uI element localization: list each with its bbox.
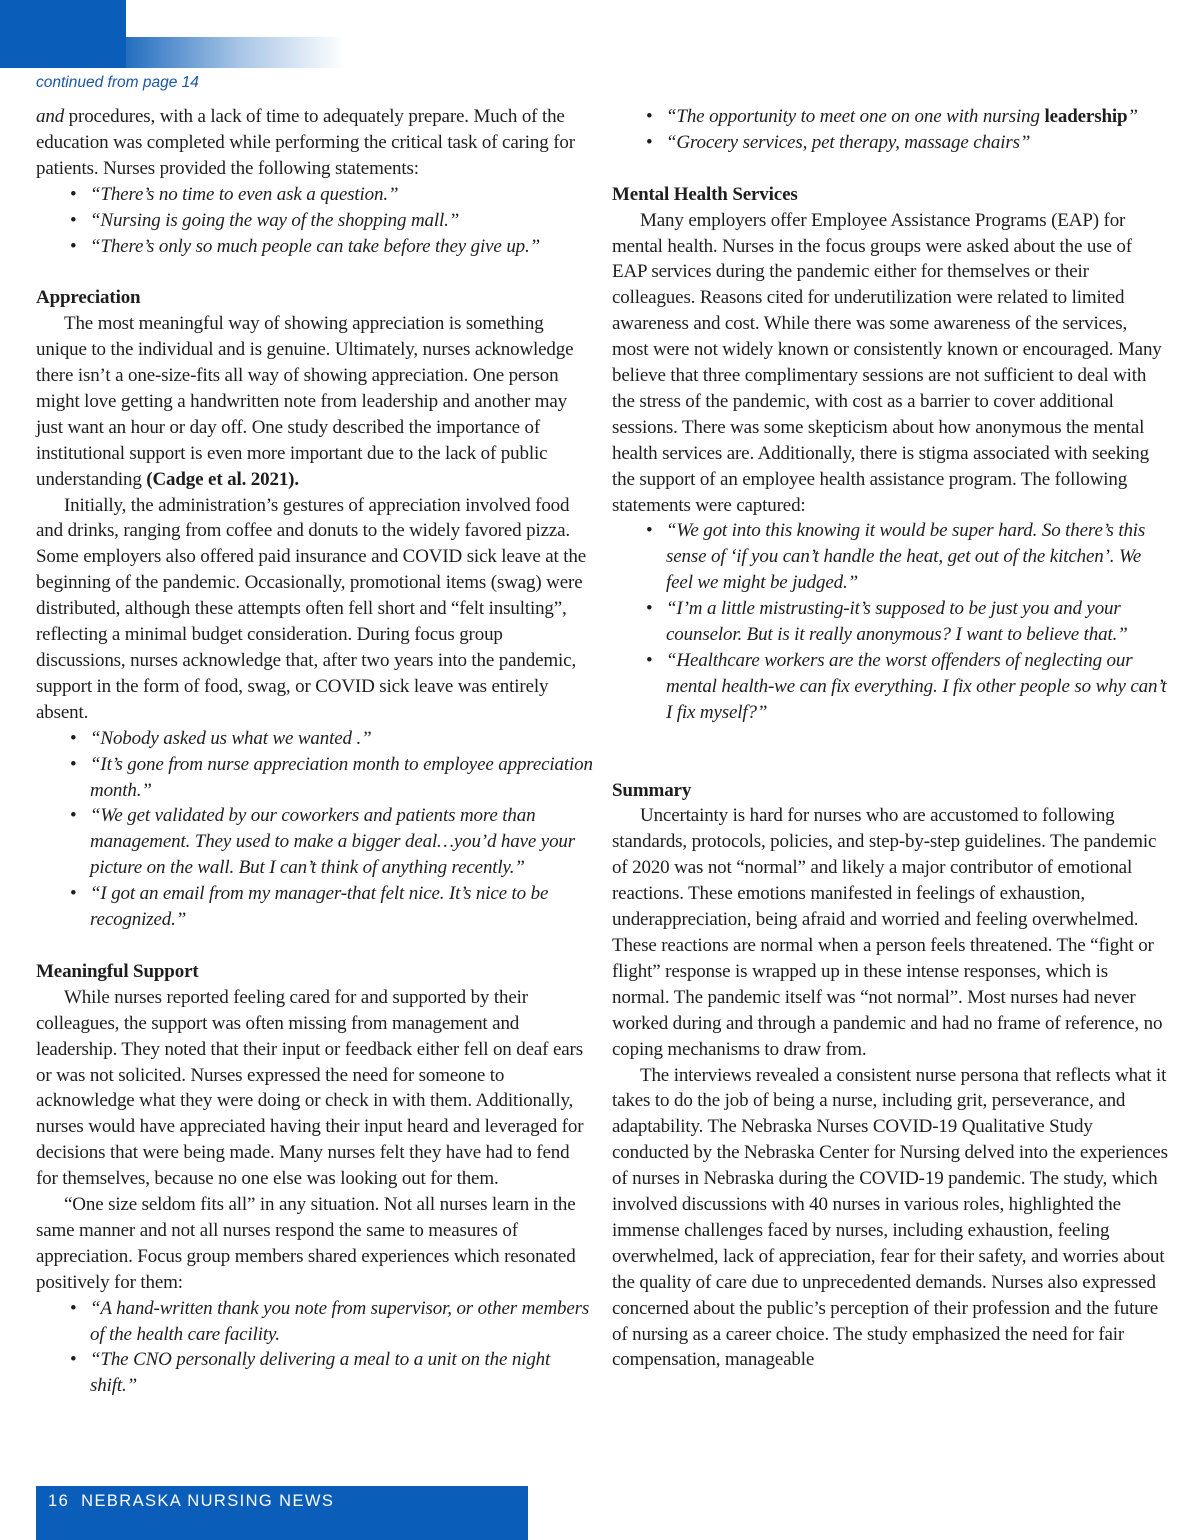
publication-title: NEBRASKA NURSING NEWS xyxy=(81,1492,335,1510)
list-item: • “We get validated by our coworkers and patients more than management. They used to make a bigger deal…you’d have your picture on the wall. But I can’t think of anything recently.” xyxy=(90,803,594,881)
list-item: • “I’m a little mistrusting-it’s supposed to be just you and your counselor. But is it really anonymous? I want to believe that.” xyxy=(666,596,1168,648)
footer-label xyxy=(48,1492,334,1511)
list-item: • “The CNO personally delivering a meal to a unit on the night shift.” xyxy=(90,1347,594,1399)
mental-health-paragraph: Many employers offer Employee Assistance Programs (EAP) for mental health. Nurses in the focus groups were asked about the use of EAP services during the pandemic either for themselves or their colleagues. Reasons cited for underutilization were related to limited awareness and cost. While there was some awareness of the services, most were not widely known or consistently known or encouraged. Many believe that three complimentary sessions are not sufficient to deal with the stress of the pandemic, with cost as a barrier to cover additional sessions. There was some skepticism about how anonymous the mental health services are. Additionally, there is stigma associated with seeking the support of an employee health assistance program. The following statements were captured: xyxy=(612,209,1162,516)
quote-text: “The opportunity to meet one on one with nursing xyxy=(666,106,1045,127)
list-item: • “There’s only so much people can take before they give up.” xyxy=(90,234,594,260)
support-quote-list-continued xyxy=(612,104,1168,156)
quote-bold: leadership xyxy=(1044,106,1128,127)
list-item: • “A hand-written thank you note from supervisor, or other members of the health care facility. xyxy=(90,1296,594,1348)
appreciation-heading: Appreciation xyxy=(36,287,141,309)
appreciation-quote-list xyxy=(36,726,594,933)
continued-note: continued from page 14 xyxy=(36,74,199,91)
quote-end: ” xyxy=(1127,106,1138,127)
list-item: • “I got an email from my manager-that felt nice. It’s nice to be recognized.” xyxy=(90,881,594,933)
support-quote-list xyxy=(36,1296,594,1400)
list-item: • “Healthcare workers are the worst offenders of neglecting our mental health-we can fix everything. I fix other people so why can’t I fix myself?” xyxy=(666,648,1168,726)
appreciation-paragraph-2: Initially, the administration’s gestures of appreciation involved food and drinks, ranging from coffee and donuts to the widely favored pizza. Some employers also offered paid insurance and COVID sick leave at the beginning of the pandemic. Occasionally, promotional items (swag) were distributed, although these attempts often fell short and “felt insulting”, reflecting a minimal budget consideration. During focus group discussions, nurses acknowledge that, after two years into the pandemic, support in the form of food, swag, or COVID sick leave was entirely absent. xyxy=(36,494,587,723)
appreciation-paragraph-1 xyxy=(36,311,594,492)
footer-bar xyxy=(36,1486,528,1540)
citation: (Cadge et al. 2021). xyxy=(146,468,299,490)
intro-text: procedures, with a lack of time to adequately prepare. Much of the education was completed while performing the critical task of caring for patients. Nurses provided the following statements: xyxy=(36,106,575,179)
summary-paragraph-1: Uncertainty is hard for nurses who are accustomed to following standards, protocols, policies, and step-by-step guidelines. The pandemic of 2020 was not “normal” and likely a major contributor of emotional reactions. These emotions manifested in feelings of exhaustion, underappreciation, being afraid and worried and feeling overwhelmed. These reactions are normal when a person feels threatened. The “fight or flight” response is wrapped up in these intense responses, which is normal. The pandemic itself was “not normal”. Most nurses had never worked during and through a pandemic and had no frame of reference, no coping mechanisms to draw from. xyxy=(612,805,1163,1060)
mental-health-quote-list xyxy=(612,518,1168,725)
page-number: 16 xyxy=(48,1492,70,1510)
support-paragraph-1: While nurses reported feeling cared for and supported by their colleagues, the support was often missing from management and leadership. They noted that their input or feedback either fell on deaf ears or was not solicited. Nurses expressed the need for someone to acknowledge what they were doing or check in with them. Additionally, nurses would have appreciated having their input heard and leveraged for decisions that were being made. Many nurses felt they have had to fend for themselves, because no one else was looking out for them. xyxy=(36,986,584,1190)
mental-health-heading: Mental Health Services xyxy=(612,183,798,205)
header-gradient-strip xyxy=(0,37,345,68)
intro-paragraph xyxy=(36,104,594,182)
summary-paragraph-2: The interviews revealed a consistent nurse persona that reflects what it takes to do the job of being a nurse, including grit, perseverance, and adaptability. The Nebraska Nurses COVID-19 Qualitative Study conducted by the Nebraska Center for Nursing delved into the experiences of nurses in Nebraska during the COVID-19 pandemic. The study, which involved discussions with 40 nurses in various roles, highlighted the immense challenges faced by nurses, including exhaustion, feeling overwhelmed, lack of appreciation, fear for their safety, and worries about the quality of care due to unprecedented demands. Nurses also expressed concerned about the public’s perception of their profession and the future of nursing as a career choice. The study emphasized the need for fair compensation, manageable xyxy=(612,1064,1168,1371)
list-item: • “Nobody asked us what we wanted .” xyxy=(90,726,594,752)
support-paragraph-2: “One size seldom fits all” in any situation. Not all nurses learn in the same manner and not all nurses respond the same to measures of appreciation. Focus group members shared experiences which resonated positively for them: xyxy=(36,1194,576,1293)
left-column xyxy=(36,104,594,1399)
support-heading: Meaningful Support xyxy=(36,960,199,982)
list-item: • “There’s no time to even ask a question.” xyxy=(90,182,594,208)
list-item: • “It’s gone from nurse appreciation month to employee appreciation month.” xyxy=(90,752,594,804)
right-column xyxy=(612,104,1168,1373)
list-item xyxy=(666,104,1168,130)
list-item: • “Nursing is going the way of the shopping mall.” xyxy=(90,208,594,234)
intro-quote-list xyxy=(36,182,594,260)
list-item: • “We got into this knowing it would be super hard. So there’s this sense of ‘if you can’t handle the heat, get out of the kitchen’. We feel we might be judged.” xyxy=(666,518,1168,596)
intro-emphasis: and xyxy=(36,106,65,127)
summary-heading: Summary xyxy=(612,779,692,801)
list-item: • “Grocery services, pet therapy, massage chairs” xyxy=(666,130,1168,156)
appreciation-text: The most meaningful way of showing appreciation is something unique to the individual and is genuine. Ultimately, nurses acknowledge there isn’t a one-size-fits all way of showing appreciation. One person might love getting a handwritten note from leadership and another may just want an hour or day off. One study described the importance of institutional support is even more important due to the lack of public understanding xyxy=(36,313,574,490)
